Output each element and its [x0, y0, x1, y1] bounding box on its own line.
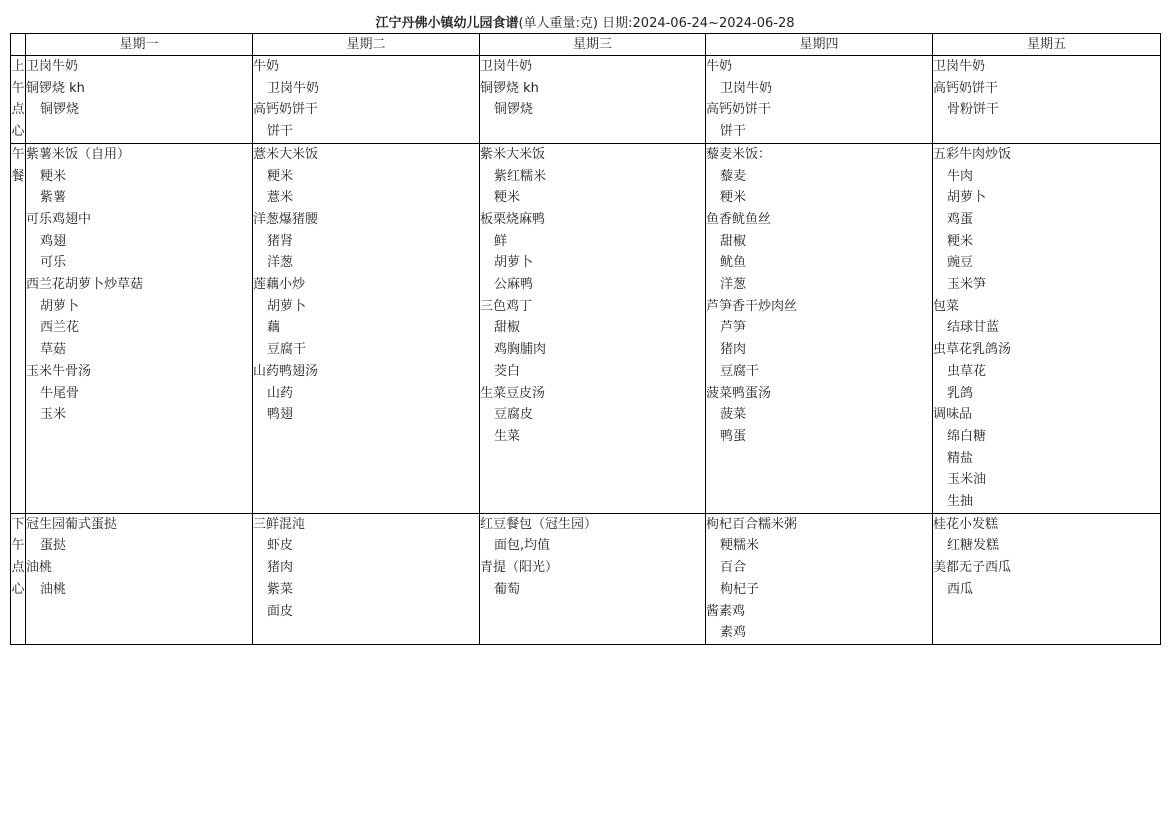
ingredient: 西瓜	[947, 581, 974, 597]
ingredient: 饼干	[720, 124, 747, 140]
ingredient: 公麻鸭	[494, 277, 534, 293]
ingredient: 蛋挞	[40, 538, 67, 554]
ingredient: 铜锣烧	[494, 102, 534, 118]
ingredient: 铜锣烧	[40, 102, 80, 118]
day-header: 星期五	[933, 34, 1161, 56]
ingredient: 玉米笋	[947, 277, 987, 293]
day-header: 星期一	[26, 34, 253, 56]
ingredient: 红糖发糕	[947, 538, 1000, 554]
meal-label-char: 午	[11, 146, 25, 162]
dish-name: 板栗烧麻鸭	[480, 211, 546, 227]
ingredient: 洋葱	[267, 255, 294, 271]
ingredient: 薏米	[267, 190, 294, 206]
dish-name: 包菜	[933, 298, 960, 314]
morning-snack-row	[11, 56, 1161, 144]
ingredient: 牛尾骨	[40, 385, 80, 401]
dish-name: 油桃	[26, 560, 53, 576]
ingredient: 洋葱	[720, 277, 747, 293]
dish-name: 牛奶	[706, 59, 733, 74]
menu-cell	[253, 56, 480, 144]
dish-name: 枸杞百合糯米粥	[706, 516, 798, 532]
dish-name: 铜锣烧 kh	[480, 80, 539, 96]
unit-note: (单人重量:克)	[518, 16, 598, 31]
ingredient: 紫菜	[267, 581, 294, 597]
meal-label-char: 午	[11, 538, 25, 554]
ingredient: 乳鸽	[947, 385, 974, 401]
ingredient: 玉米油	[947, 472, 987, 488]
ingredient: 百合	[720, 560, 747, 576]
ingredient: 粳米	[947, 233, 974, 249]
dish-name: 红豆餐包（冠生园）	[480, 516, 598, 532]
dish-name: 洋葱爆猪腰	[253, 211, 319, 227]
meal-label-char: 心	[11, 581, 25, 597]
dish-name: 铜锣烧 kh	[26, 80, 85, 96]
menu-cell	[933, 56, 1161, 144]
menu-cell	[253, 513, 480, 644]
dish-name: 生菜豆皮汤	[480, 385, 546, 401]
ingredient: 面包,均值	[494, 538, 551, 554]
menu-cell	[26, 143, 253, 513]
ingredient: 生菜	[494, 428, 521, 444]
dish-name: 可乐鸡翅中	[26, 211, 92, 227]
day-header: 星期三	[480, 34, 706, 56]
menu-cell	[480, 143, 706, 513]
ingredient: 粳米	[40, 168, 67, 184]
meal-label-char: 上	[11, 59, 25, 74]
meal-label	[11, 513, 26, 644]
dish-name: 鱼香鱿鱼丝	[706, 211, 772, 227]
dish-name: 莲藕小炒	[253, 277, 306, 293]
menu-cell	[706, 56, 933, 144]
ingredient: 油桃	[40, 581, 67, 597]
ingredient: 鲜	[494, 233, 508, 249]
meal-label-char: 下	[11, 516, 25, 532]
ingredient: 西兰花	[40, 320, 80, 336]
menu-cell	[933, 513, 1161, 644]
meal-label-char: 餐	[11, 168, 25, 184]
dish-name: 紫薯米饭（自用）	[26, 146, 131, 162]
ingredient: 草菇	[40, 342, 67, 358]
ingredient: 虫草花	[947, 363, 987, 379]
date-range: 2024-06-24~2024-06-28	[632, 16, 795, 31]
ingredient: 卫岗牛奶	[267, 80, 320, 96]
meal-label	[11, 143, 26, 513]
ingredient: 鸭翅	[267, 407, 294, 423]
corner-cell	[11, 34, 26, 56]
lunch-row	[11, 143, 1161, 513]
ingredient: 牛肉	[947, 168, 974, 184]
ingredient: 骨粉饼干	[947, 102, 1000, 118]
ingredient: 藕	[267, 320, 281, 336]
date-label: 日期:	[602, 16, 633, 31]
ingredient: 葡萄	[494, 581, 521, 597]
menu-cell	[480, 513, 706, 644]
ingredient: 结球甘蓝	[947, 320, 1000, 336]
ingredient: 粳米	[267, 168, 294, 184]
menu-cell	[26, 513, 253, 644]
ingredient: 粳糯米	[720, 538, 760, 554]
menu-title	[0, 15, 1170, 33]
ingredient: 胡萝卜	[494, 255, 534, 271]
ingredient: 鸭蛋	[720, 428, 747, 444]
meal-label	[11, 56, 26, 144]
ingredient: 山药	[267, 385, 294, 401]
ingredient: 素鸡	[720, 625, 747, 641]
dish-name: 高钙奶饼干	[706, 102, 772, 118]
dish-name: 虫草花乳鸽汤	[933, 342, 1012, 358]
dish-name: 藜麦米饭：	[706, 146, 772, 162]
day-header: 星期四	[706, 34, 933, 56]
ingredient: 藜麦	[720, 168, 747, 184]
dish-name: 卫岗牛奶	[480, 59, 533, 74]
day-header: 星期二	[253, 34, 480, 56]
meal-label-char: 点	[11, 102, 25, 118]
ingredient: 卫岗牛奶	[720, 80, 773, 96]
ingredient: 精盐	[947, 450, 974, 466]
ingredient: 绵白糖	[947, 428, 987, 444]
dish-name: 五彩牛肉炒饭	[933, 146, 1012, 162]
ingredient: 甜椒	[494, 320, 521, 336]
weekly-menu-table	[10, 33, 1161, 645]
ingredient: 鸡翅	[40, 233, 67, 249]
ingredient: 猪肉	[720, 342, 747, 358]
ingredient: 芦笋	[720, 320, 747, 336]
ingredient: 豌豆	[947, 255, 974, 271]
ingredient: 枸杞子	[720, 581, 760, 597]
dish-name: 牛奶	[253, 59, 280, 74]
dish-name: 卫岗牛奶	[26, 59, 79, 74]
ingredient: 猪肉	[267, 560, 294, 576]
meal-label-char: 心	[11, 124, 25, 140]
dish-name: 高钙奶饼干	[933, 80, 999, 96]
ingredient: 豆腐干	[720, 363, 760, 379]
dish-name: 酱素鸡	[706, 603, 746, 619]
dish-name: 调味品	[933, 407, 973, 423]
dish-name: 卫岗牛奶	[933, 59, 986, 74]
dish-name: 三鲜混沌	[253, 516, 306, 532]
ingredient: 粳米	[494, 190, 521, 206]
dish-name: 玉米牛骨汤	[26, 363, 92, 379]
ingredient: 粳米	[720, 190, 747, 206]
ingredient: 胡萝卜	[267, 298, 307, 314]
ingredient: 生抽	[947, 494, 974, 510]
ingredient: 豆腐干	[267, 342, 307, 358]
meal-label-char: 点	[11, 560, 25, 576]
menu-cell	[706, 143, 933, 513]
dish-name: 青提（阳光）	[480, 560, 559, 576]
dish-name: 高钙奶饼干	[253, 102, 319, 118]
ingredient: 茭白	[494, 363, 521, 379]
dish-name: 菠菜鸭蛋汤	[706, 385, 772, 401]
ingredient: 紫薯	[40, 190, 67, 206]
menu-cell	[26, 56, 253, 144]
dish-name: 桂花小发糕	[933, 516, 999, 532]
ingredient: 甜椒	[720, 233, 747, 249]
dish-name: 薏米大米饭	[253, 146, 319, 162]
ingredient: 猪肾	[267, 233, 294, 249]
ingredient: 紫红糯米	[494, 168, 547, 184]
menu-cell	[706, 513, 933, 644]
ingredient: 鱿鱼	[720, 255, 747, 271]
menu-cell	[933, 143, 1161, 513]
ingredient: 豆腐皮	[494, 407, 534, 423]
dish-name: 美都无子西瓜	[933, 560, 1012, 576]
ingredient: 鸡胸脯肉	[494, 342, 547, 358]
menu-cell	[253, 143, 480, 513]
ingredient: 胡萝卜	[947, 190, 987, 206]
ingredient: 鸡蛋	[947, 211, 974, 227]
ingredient: 玉米	[40, 407, 67, 423]
ingredient: 饼干	[267, 124, 294, 140]
day-header-row	[11, 34, 1161, 56]
dish-name: 西兰花胡萝卜炒草菇	[26, 277, 144, 293]
menu-cell	[480, 56, 706, 144]
school-name: 江宁丹佛小镇幼儿园食谱	[375, 16, 519, 31]
ingredient: 虾皮	[267, 538, 294, 554]
ingredient: 可乐	[40, 255, 67, 271]
meal-label-char: 午	[11, 80, 25, 96]
dish-name: 山药鸭翅汤	[253, 363, 319, 379]
ingredient: 菠菜	[720, 407, 747, 423]
afternoon-snack-row	[11, 513, 1161, 644]
ingredient: 胡萝卜	[40, 298, 80, 314]
dish-name: 紫米大米饭	[480, 146, 546, 162]
dish-name: 冠生园葡式蛋挞	[26, 516, 118, 532]
ingredient: 面皮	[267, 603, 294, 619]
dish-name: 三色鸡丁	[480, 298, 533, 314]
dish-name: 芦笋香干炒肉丝	[706, 298, 798, 314]
